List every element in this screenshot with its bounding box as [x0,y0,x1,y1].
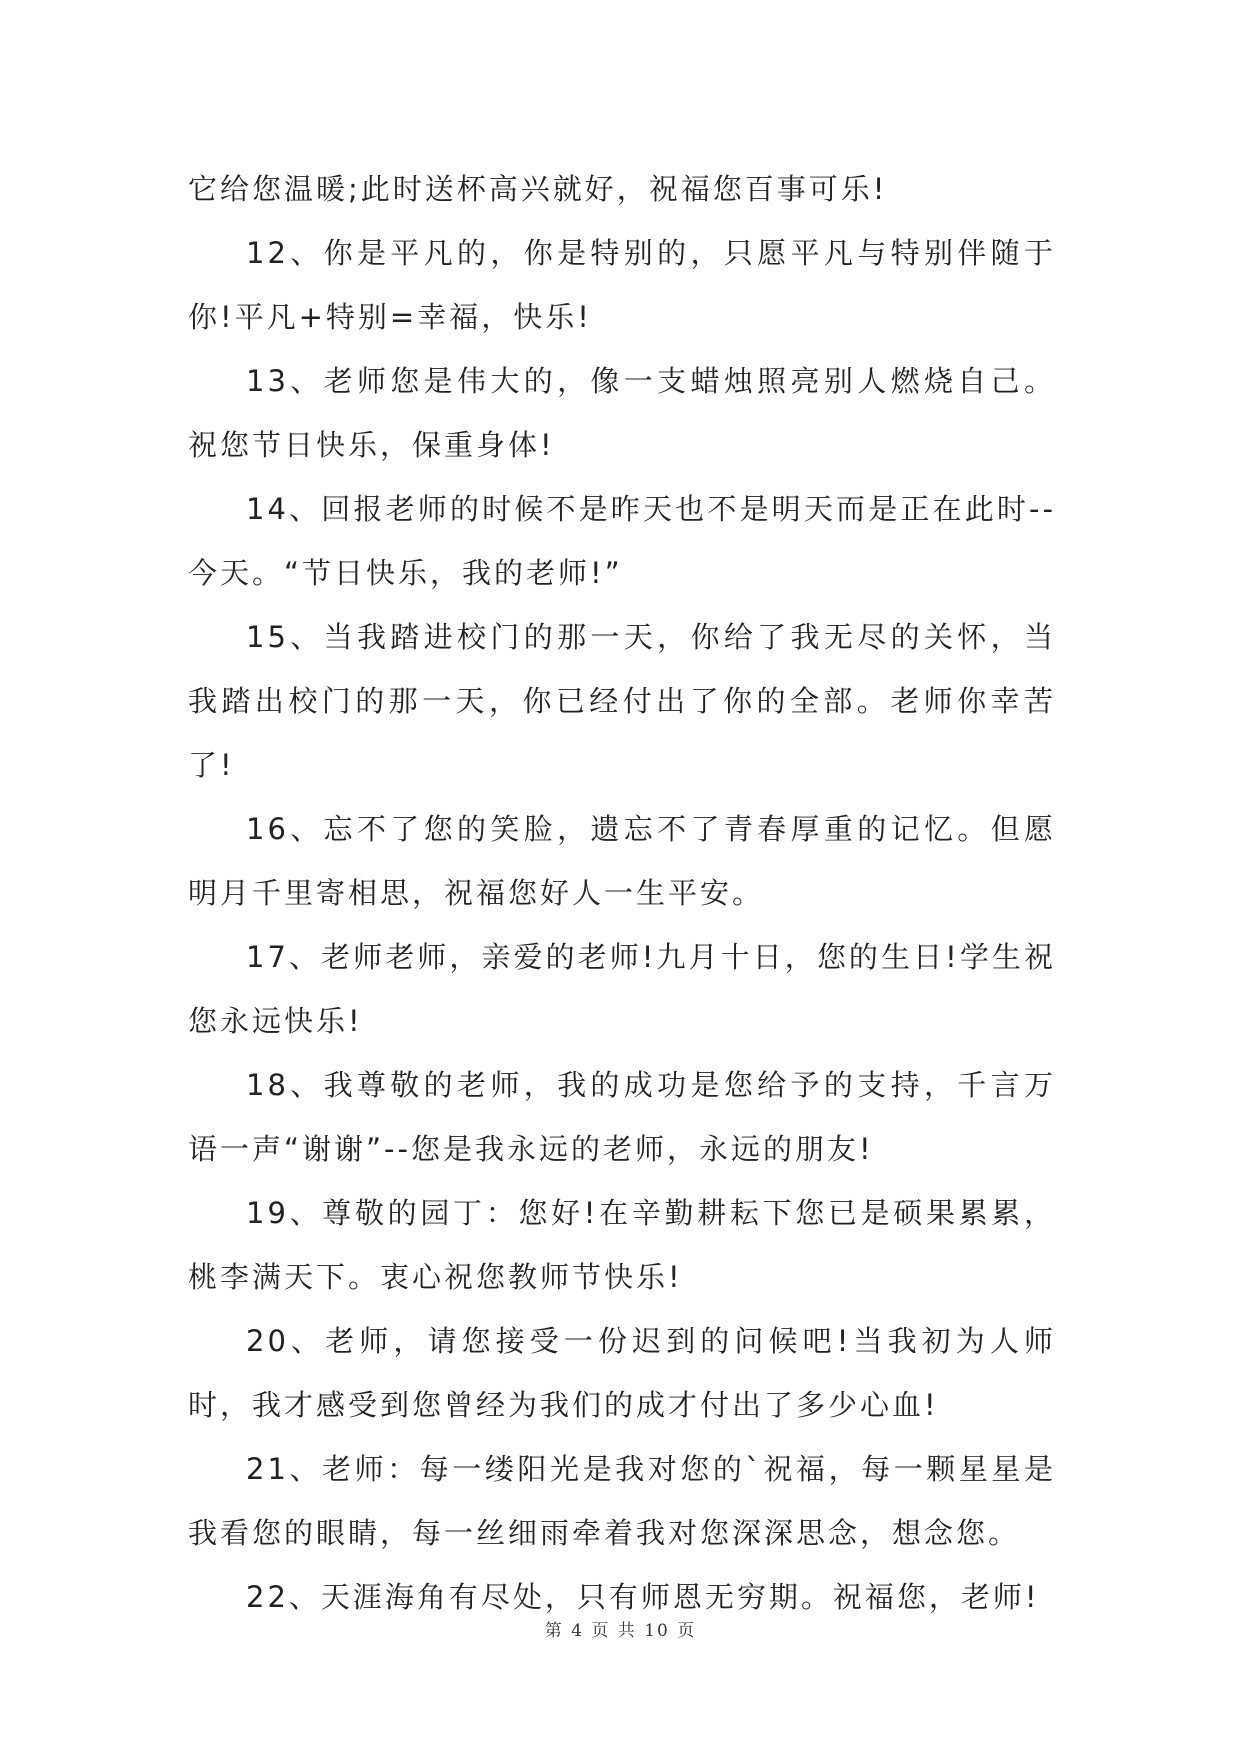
list-item: 15、当我踏进校门的那一天，你给了我无尽的关怀，当我踏出校门的那一天，你已经付出了你的全部。老师你幸苦了! [188,620,1056,782]
list-item: 16、忘不了您的笑脸，遗忘不了青春厚重的记忆。但愿明月千里寄相思，祝福您好人一生平安。 [188,812,1056,910]
list-item: 19、尊敬的园丁：您好!在辛勤耕耘下您已是硕果累累，桃李满天下。衷心祝您教师节快乐! [188,1196,1056,1294]
document-body [188,157,1056,1629]
list-item: 18、我尊敬的老师，我的成功是您给予的支持，千言万语一声“谢谢”--您是我永远的老师，永远的朋友! [188,1068,1056,1166]
list-item: 17、老师老师，亲爱的老师!九月十日，您的生日!学生祝您永远快乐! [188,940,1056,1038]
list-item: 21、老师：每一缕阳光是我对您的`祝福，每一颗星星是我看您的眼睛，每一丝细雨牵着我对您深深思念，想念您。 [188,1452,1056,1550]
list-item: 12、你是平凡的，你是特别的，只愿平凡与特别伴随于你!平凡+特别=幸福，快乐! [188,236,1056,334]
list-item: 22、天涯海角有尽处，只有师恩无穷期。祝福您，老师! [246,1580,1040,1614]
continuation-paragraph: 它给您温暖;此时送杯高兴就好，祝福您百事可乐! [188,172,888,206]
list-item: 20、老师，请您接受一份迟到的问候吧!当我初为人师时，我才感受到您曾经为我们的成才付出了多少心血! [188,1324,1056,1422]
list-item: 13、老师您是伟大的，像一支蜡烛照亮别人燃烧自己。祝您节日快乐，保重身体! [188,364,1056,462]
list-item: 14、回报老师的时候不是昨天也不是明天而是正在此时--今天。“节日快乐，我的老师!” [188,492,1056,590]
page-number-footer: 第 4 页 共 10 页 [544,1621,697,1641]
